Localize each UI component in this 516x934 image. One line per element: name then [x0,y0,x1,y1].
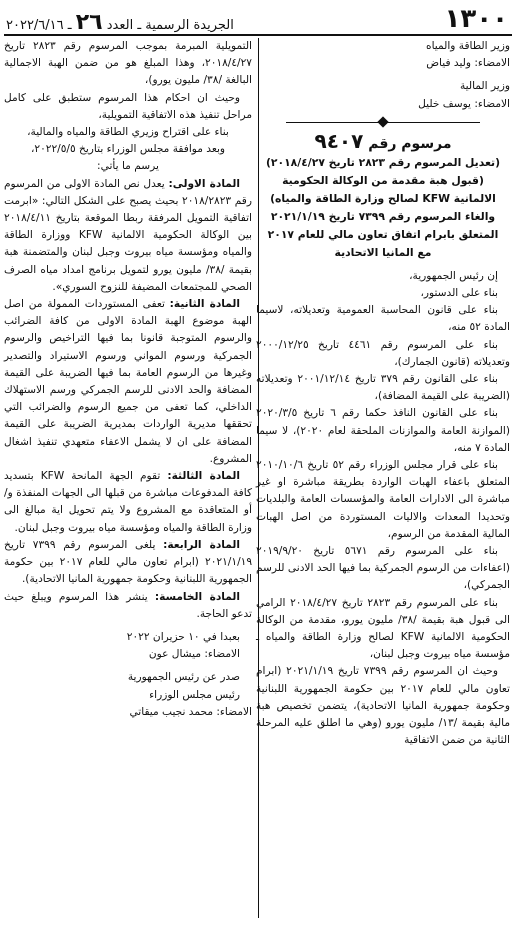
decree-label: مرسوم رقم [368,135,452,152]
article-heading: المادة الرابعة: [163,538,240,551]
article-heading: المادة الثالثة: [167,470,240,483]
article-2 [4,296,252,468]
pm-role: رئيس مجلس الوزراء [149,688,240,701]
preamble-paragraph: بناء على القانون رقم ٣٧٩ تاريخ ٢٠٠١/١٢/١٤ وتعديلاته (الضريبة على القيمة المضافة)، [256,373,510,403]
preamble-paragraph: وحيث ان احكام هذا المرسوم ستطبق على كامل مراحل تنفيذ هذه الاتفاقية التمويلية، [4,91,252,121]
preamble-paragraph: بناء على قانون المحاسبة العمومية وتعديلاته، لاسيما المادة ٥٢ منه، [256,304,510,334]
preamble-paragraph: بناء على اقتراح وزيري الطاقة والمياه والمالية، [27,126,229,139]
gazette-name: الجريدة الرسمية ـ العدد [106,18,234,33]
prev-signature-name: الامضاء: وليد فياض [426,57,510,70]
decree-subtitle [256,154,510,262]
pm-signature: الامضاء: محمد نجيب ميقاتي [129,705,252,718]
subtitle-line: المتعلق بابرام اتفاق تعاون مالي للعام ٢٠١٧ [267,227,499,241]
preamble-paragraph: بناء على المرسوم رقم ٢٨٢٣ تاريخ ٢٠١٨/٤/٢٧ الرامي الى قبول هبة بقيمة /٣٨/ مليون يورو، مقدمة من الوكالة الحكومية الالمانية KFW لصالح وزارة الطاقة والمياه ـ مؤسسة مياه بيروت وجبل لبنان، [256,596,510,661]
preamble-paragraph: بناء على قرار مجلس الوزراء رقم ٥٢ تاريخ ٢٠١٠/١٠/٦ المتعلق باعفاء الهبات الواردة بطريقة مباشرة او غير مباشرة الى الادارات العامة والمؤسسات العامة والبلديات وتحديدا المعدات والاليات المستوردة من اصل الهبات المالية المقدمة من الرسوم، [256,459,510,540]
article-4 [4,537,252,589]
running-head [6,10,234,35]
header-rule [4,34,512,36]
president-signature: الامضاء: ميشال عون [148,648,240,661]
preamble-paragraph: التمويلية المبرمة بموجب المرسوم رقم ٢٨٢٣ تاريخ ٢٠١٨/٤/٢٧، وهذا المبلغ هو من ضمن الهبة الاجمالية البالغة /٣٨/ مليون يورو)، [4,40,252,87]
preamble-paragraph: بناء على المرسوم رقم ٤٤٦١ تاريخ ٢٠٠٠/١٢/٢٥ وتعديلاته (قانون الجمارك)، [256,338,510,368]
decree-title [256,128,510,154]
enactment-line: يرسم ما يأتي: [97,160,159,173]
subtitle-line: (تعديل المرسوم رقم ٢٨٢٣ تاريخ ٢٠١٨/٤/٢٧) [265,155,501,169]
preamble-paragraph: بناء على القانون النافذ حكما رقم ٦ تاريخ ٢٠٢٠/٣/٥ (الموازنة العامة والموازنات الملحقة لعام ٢٠٢٠)، لا سيما المادة ٧ منه، [256,407,510,454]
date-line: بعبدا في ١٠ حزيران ٢٠٢٢ [126,630,240,643]
decree-separator [256,113,510,131]
preamble-paragraph: بناء على الدستور، [420,287,498,300]
article-3 [4,468,252,537]
page-header [0,0,516,36]
issue-date: ـ ٢٠٢٢/٦/١٦ [6,18,72,33]
subtitle-line: مع المانيا الاتحادية [334,245,432,259]
prev-signature-name: الامضاء: يوسف خليل [418,97,510,110]
article-body: تقوم الجهة المانحة KFW بتسديد كافة المدفوعات مباشرة من قبلها الى الجهات المنفذة و/أو المتعاقدة مع المشروع ولا يتم تحويل اية مبالغ الى وزارة الطاقة والمياه ومؤسسة مياه بيروت وجبل لبنان. [4,470,252,534]
prev-signature-role: وزير المالية [459,80,510,93]
article-body: ينشر هذا المرسوم ويبلغ حيث تدعو الحاجة. [4,590,252,620]
left-column [4,38,252,721]
article-heading: المادة الثانية: [169,298,240,311]
article-body: يعدل نص المادة الاولى من المرسوم رقم ٢٠١٨/٢٨٢٣ بحيث يصبح على الشكل التالي: «ابرمت اتفاقية التمويل المرفقة ربطا الموقعة بتاريخ ٢٠١٨/٤/١١ بين الوكالة الحكومية الالمانية KFW ووزارة الطاقة والمياه ومؤسسة مياه بيروت وجبل لبنان والمتضمنة هبة بقيمة /٣٨/ مليون يورو لتمويل برنامج امداد مياه الصرف الصحي للمجتمعات المضيفة للنزوح السوري». [4,177,252,293]
page-number: ١٣٠٠ [444,4,508,34]
article-heading: المادة الخامسة: [154,590,240,603]
prev-signature-role: وزير الطاقة والمياه [426,40,510,52]
article-heading: المادة الاولى: [168,177,241,190]
preamble-paragraph: إن رئيس الجمهورية، [409,269,498,282]
subtitle-line: الالمانية KFW لصالح وزارة الطاقة والمياه) [270,191,496,205]
subtitle-line: والغاء المرسوم رقم ٧٣٩٩ تاريخ ٢٠٢١/١/١٩ [270,209,496,223]
issue-number: ٢٦ [75,10,103,35]
right-column [256,38,510,750]
preamble-paragraph: وحيث ان المرسوم رقم ٧٣٩٩ تاريخ ٢٠٢١/١/١٩ (ابرام تعاون مالي للعام ٢٠١٧ بين حكومة الجمهورية اللبنانية وحكومة جمهورية المانيا الاتحادية)، يتضمن تخصيص هبة مالية بقيمة /١٣/ مليون يورو (وهي ما اطلق عليه المرحلة الثانية من ضمن الاتفاقية [256,665,510,747]
article-body: تعفى المستوردات الممولة من اصل الهبة موضوع الهبة المادة الاولى من كافة الضرائب والرسوم المتوجبة قانونا بما فيها التراخيص والرسوم الجمركية ورسوم المواني ورسوم الاستيراد والتصدير وغيرها من الرسوم العامة بما فيها الضريبة على القيمة المضافة والحد الادنى للرسم الجمركي ورسم الاستهلاك الداخلي، كما تعفى من جميع الرسوم والضرائب التي تحققها مديرية الواردات بمديرية الضريبة على القيمة المضافة على ان لا يشمل الاعفاء متعهدي تنفيذ اشغال المشروع. [4,298,252,465]
article-5 [4,589,252,623]
decree-number: ٩٤٠٧ [314,128,364,153]
article-1 [4,176,252,296]
preamble-paragraph: بناء على المرسوم رقم ٥٦٧١ تاريخ ٢٠١٩/٩/٢٠ (اعفاءات من الرسوم الجمركية بما فيها الحد الادنى للرسم الجمركي)، [256,545,510,592]
issued-by: صدر عن رئيس الجمهورية [127,671,240,684]
preamble-paragraph: وبعد موافقة مجلس الوزراء بتاريخ ٢٠٢٢/٥/٥، [30,143,226,156]
subtitle-line: (قبول هبة مقدمة من الوكالة الحكومية [282,173,484,187]
article-body: يلغى المرسوم رقم ٧٣٩٩ تاريخ ٢٠٢١/١/١٩ (ابرام تعاون مالي للعام ٢٠١٧ بين حكومة الجمهورية اللبنانية وحكومة جمهورية المانيا الاتحادية). [4,538,253,586]
